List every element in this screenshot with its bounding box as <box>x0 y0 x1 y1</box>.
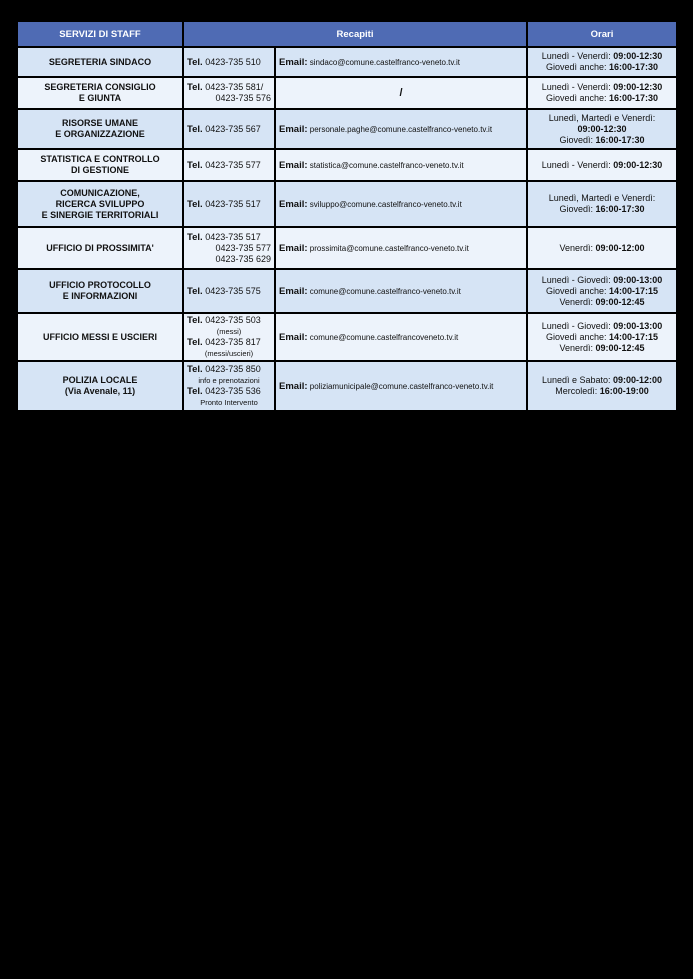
hours-time: 09:00-12:00 <box>595 242 645 253</box>
phone-cell <box>183 47 275 77</box>
hours-days: Lunedì - Venerdì: <box>541 159 614 170</box>
tel-label: Tel. <box>187 386 203 397</box>
header-hours: Orari <box>527 21 677 47</box>
phone-line <box>187 124 271 135</box>
service-name: UFFICIO MESSI E USCIERI <box>17 313 183 361</box>
hours-line <box>531 204 673 215</box>
hours-line <box>531 113 673 124</box>
hours-line <box>531 243 673 254</box>
hours-days: Lunedì, Martedì e Venerdì: <box>548 193 656 203</box>
hours-time: 09:00-13:00 <box>613 274 663 285</box>
hours-days: Mercoledì: <box>555 386 600 396</box>
phone-line <box>187 386 271 397</box>
hours-time: 09:00-12:30 <box>613 159 663 170</box>
email-link[interactable]: prossimita@comune.castelfranco-veneto.tv.it <box>309 243 469 253</box>
hours-time: 16:00-19:00 <box>599 386 649 396</box>
hours-line <box>531 275 673 286</box>
hours-days: Lunedì, Martedì e Venerdì: <box>548 112 656 123</box>
table-row <box>17 181 677 227</box>
phone-cell <box>183 361 275 411</box>
hours-days: Venerdì: <box>559 296 596 307</box>
phone-cell <box>183 313 275 361</box>
phone-number[interactable]: 0423-735 577 <box>205 159 261 170</box>
phone-number[interactable]: 0423-735 510 <box>205 56 261 67</box>
hours-cell <box>527 269 677 313</box>
email-link[interactable]: comune@comune.castelfranco-veneto.tv.it <box>309 286 461 296</box>
hours-days: Giovedì anche: <box>545 331 609 342</box>
hours-time: 09:00-12:45 <box>595 296 645 307</box>
phone-number[interactable]: 0423-735 517 <box>205 231 261 242</box>
hours-time: 09:00-12:00 <box>613 375 663 385</box>
hours-cell <box>527 227 677 269</box>
hours-line <box>531 321 673 332</box>
hours-time: 09:00-12:30 <box>613 82 663 92</box>
hours-line <box>531 343 673 354</box>
email-label: Email: <box>279 123 308 135</box>
table-row <box>17 109 677 149</box>
email-link[interactable]: poliziamunicipale@comune.castelfranco-veneto.tv.it <box>309 381 494 391</box>
hours-line <box>531 332 673 343</box>
service-name: POLIZIA LOCALE (Via Avenale, 11) <box>17 361 183 411</box>
hours-days: Venerdì: <box>559 242 596 253</box>
hours-line <box>531 375 673 386</box>
hours-line <box>531 62 673 73</box>
hours-time: 16:00-17:30 <box>595 204 645 214</box>
hours-time: 14:00-17:15 <box>609 285 659 296</box>
phone-number[interactable]: 0423-735 629 <box>215 253 271 264</box>
tel-label: Tel. <box>187 315 203 326</box>
tel-label: Tel. <box>187 337 203 348</box>
phone-note: (messi/uscieri) <box>204 349 254 358</box>
phone-line <box>187 57 271 68</box>
hours-time: 09:00-12:30 <box>613 51 663 61</box>
hours-cell <box>527 361 677 411</box>
phone-number[interactable]: 0423-735 850 <box>205 364 261 374</box>
hours-days: Lunedì - Venerdì: <box>541 82 614 92</box>
phone-note: (messi) <box>216 327 242 336</box>
phone-number[interactable]: 0423-735 567 <box>205 123 261 134</box>
table-row <box>17 77 677 109</box>
staff-services-table <box>16 20 678 412</box>
phone-line <box>187 364 271 375</box>
hours-cell <box>527 47 677 77</box>
hours-days: Venerdì: <box>559 342 596 353</box>
email-label: Email: <box>279 242 308 254</box>
hours-time: 16:00-17:30 <box>595 134 645 145</box>
hours-cell <box>527 109 677 149</box>
service-name: STATISTICA E CONTROLLO DI GESTIONE <box>17 149 183 181</box>
hours-line <box>531 135 673 146</box>
hours-time: 09:00-12:45 <box>595 342 645 353</box>
hours-days: Lunedì - Venerdì: <box>541 51 614 61</box>
email-link[interactable]: sviluppo@comune.castelfranco-veneto.tv.it <box>309 199 462 209</box>
tel-label: Tel. <box>187 364 203 375</box>
phone-line <box>187 232 271 243</box>
phone-cell <box>183 227 275 269</box>
hours-line <box>531 297 673 308</box>
phone-line <box>187 199 271 210</box>
phone-cell <box>183 149 275 181</box>
phone-number[interactable]: 0423-735 577 <box>215 242 271 253</box>
phone-line <box>187 160 271 171</box>
hours-line <box>531 160 673 171</box>
table-row <box>17 149 677 181</box>
table-row <box>17 313 677 361</box>
hours-days: Giovedì anche: <box>545 285 609 296</box>
email-cell <box>275 361 527 411</box>
phone-line <box>187 337 271 348</box>
email-none: / <box>275 77 527 109</box>
hours-days: Lunedì - Giovedì: <box>541 320 614 331</box>
hours-line <box>531 193 673 204</box>
header-service: SERVIZI DI STAFF <box>17 21 183 47</box>
email-label: Email: <box>279 331 308 343</box>
phone-cell <box>183 269 275 313</box>
phone-note: info e prenotazioni <box>198 376 260 385</box>
email-label: Email: <box>279 380 308 392</box>
hours-days: Lunedì - Giovedì: <box>541 274 614 285</box>
tel-label: Tel. <box>187 159 203 171</box>
phone-note: Pronto Intervento <box>200 398 258 407</box>
email-label: Email: <box>279 159 308 171</box>
hours-time: 14:00-17:15 <box>609 331 659 342</box>
hours-time: 16:00-17:30 <box>609 62 659 72</box>
hours-time: 09:00-12:30 <box>577 123 627 134</box>
hours-cell <box>527 77 677 109</box>
hours-cell <box>527 149 677 181</box>
hours-days: Giovedì anche: <box>545 93 609 103</box>
tel-label: Tel. <box>187 82 203 93</box>
tel-label: Tel. <box>187 56 203 68</box>
email-cell <box>275 149 527 181</box>
hours-line <box>531 93 673 104</box>
phone-line <box>187 254 271 265</box>
email-label: Email: <box>279 56 308 68</box>
service-name: COMUNICAZIONE, RICERCA SVILUPPO E SINERGIE TERRITORIALI <box>17 181 183 227</box>
hours-cell <box>527 313 677 361</box>
hours-line <box>531 51 673 62</box>
service-name: RISORSE UMANE E ORGANIZZAZIONE <box>17 109 183 149</box>
phone-number[interactable]: 0423-735 817 <box>205 337 261 347</box>
phone-number[interactable]: 0423-735 536 <box>205 386 261 396</box>
hours-days: Giovedì: <box>559 134 596 145</box>
phone-cell <box>183 77 275 109</box>
table-row <box>17 227 677 269</box>
phone-number[interactable]: 0423-735 581/ <box>205 82 264 92</box>
email-label: Email: <box>279 285 308 297</box>
table-row <box>17 47 677 77</box>
hours-time: 16:00-17:30 <box>609 93 659 103</box>
email-label: Email: <box>279 198 308 210</box>
email-cell <box>275 109 527 149</box>
email-cell <box>275 227 527 269</box>
email-link[interactable]: comune@comune.castelfrancoveneto.tv.it <box>309 332 459 342</box>
hours-time: 09:00-13:00 <box>613 320 663 331</box>
phone-number[interactable]: 0423-735 576 <box>215 93 271 103</box>
hours-line <box>531 82 673 93</box>
hours-line <box>531 286 673 297</box>
header-contacts: Recapiti <box>183 21 527 47</box>
phone-line <box>187 93 271 104</box>
hours-line <box>531 386 673 397</box>
service-name: SEGRETERIA SINDACO <box>17 47 183 77</box>
phone-line <box>187 82 271 93</box>
table-row <box>17 269 677 313</box>
tel-label: Tel. <box>187 198 203 210</box>
service-name: UFFICIO DI PROSSIMITA' <box>17 227 183 269</box>
email-link[interactable]: sindaco@comune.castelfranco-veneto.tv.it <box>309 57 461 67</box>
hours-days: Giovedì: <box>559 204 596 214</box>
tel-label: Tel. <box>187 285 203 297</box>
phone-number[interactable]: 0423-735 575 <box>205 285 261 296</box>
tel-label: Tel. <box>187 231 203 243</box>
table-row <box>17 361 677 411</box>
tel-label: Tel. <box>187 123 203 135</box>
table-header-row <box>17 21 677 47</box>
email-cell <box>275 181 527 227</box>
email-link[interactable]: statistica@comune.castelfranco-veneto.tv.it <box>309 160 464 170</box>
hours-line <box>531 124 673 135</box>
phone-number[interactable]: 0423-735 503 <box>205 315 261 325</box>
phone-cell <box>183 109 275 149</box>
email-cell <box>275 313 527 361</box>
service-name: UFFICIO PROTOCOLLO E INFORMAZIONI <box>17 269 183 313</box>
phone-cell <box>183 181 275 227</box>
phone-number[interactable]: 0423-735 517 <box>205 198 261 209</box>
hours-cell <box>527 181 677 227</box>
hours-days: Lunedì e Sabato: <box>541 375 613 385</box>
phone-line <box>187 315 271 326</box>
email-link[interactable]: personale.paghe@comune.castelfranco-veneto.tv.it <box>309 124 493 134</box>
phone-line <box>187 286 271 297</box>
email-cell <box>275 47 527 77</box>
service-name: SEGRETERIA CONSIGLIO E GIUNTA <box>17 77 183 109</box>
email-cell <box>275 269 527 313</box>
phone-line <box>187 243 271 254</box>
hours-days: Giovedì anche: <box>545 62 609 72</box>
